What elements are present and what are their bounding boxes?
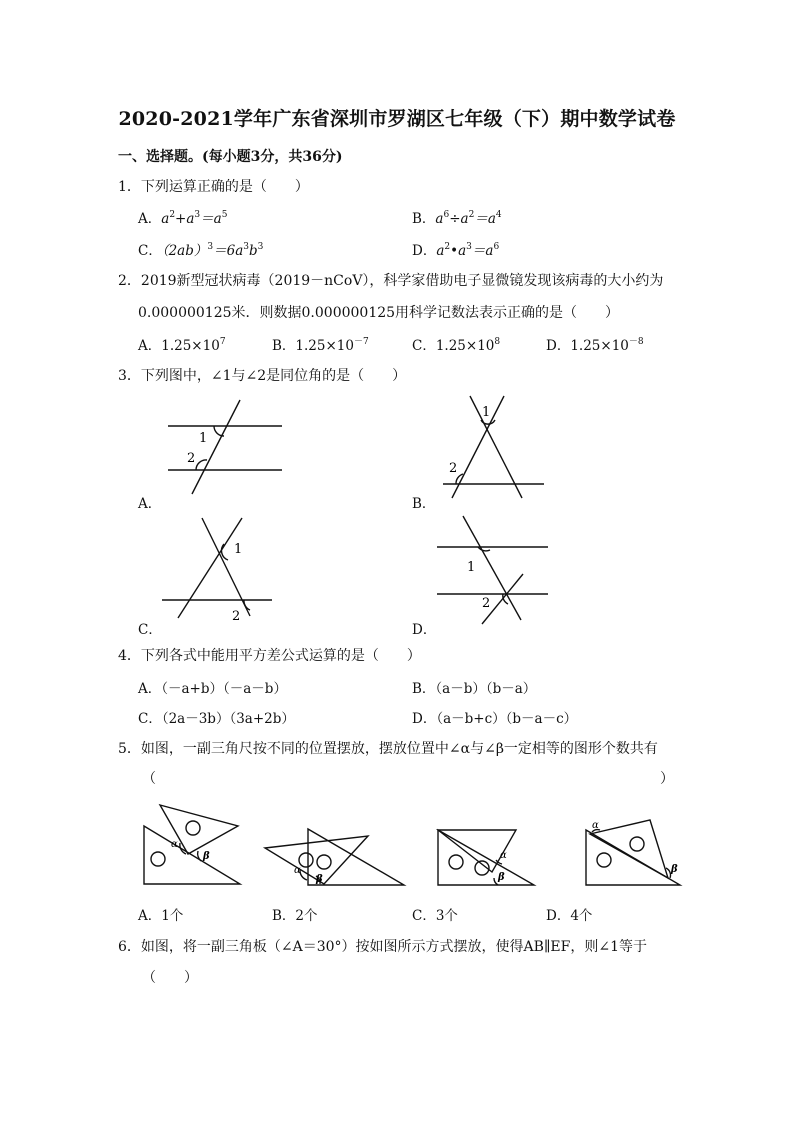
q5-stem: 5．如图，一副三角尺按不同的位置摆放，摆放位置中∠α与∠β一定相等的图形个数共有: [118, 741, 658, 757]
q3-option-c[interactable]: C．: [138, 622, 162, 638]
q3b-angle2: 2: [449, 461, 458, 476]
q3b-angle1: 1: [482, 405, 491, 420]
q5-option-b[interactable]: B．2个: [272, 908, 318, 924]
q3-figure-b: [443, 396, 544, 498]
q2-stem-line2: 0.000000125米．则数据0.000000125用科学记数法表示正确的是（ ）: [138, 305, 620, 321]
q5-figure-1: [144, 805, 240, 884]
q5-2-beta: β: [316, 874, 323, 885]
q2-option-a[interactable]: A．$1.25\times 10^7$: [138, 337, 226, 354]
q6-stem-line2: （ ）: [142, 970, 198, 986]
q1-option-c[interactable]: C．$(2ab)^3=6a^3b^3$: [138, 242, 264, 259]
q5-figure-2: [265, 829, 404, 885]
q2-option-c[interactable]: C．$1.25\times 10^8$: [412, 337, 501, 354]
q3-figure-a: [168, 400, 282, 494]
q5-option-c[interactable]: C．3个: [412, 908, 458, 924]
q5-4-beta: β: [671, 864, 678, 875]
q5-2-alpha: α: [294, 865, 301, 876]
q3a-angle2: 2: [187, 451, 196, 466]
q2-stem-line1: 2．2019新型冠状病毒（2019－nCoV），科学家借助电子显微镜发现该病毒的大小约为: [118, 273, 664, 289]
q5-3-alpha: α: [500, 850, 507, 861]
q5-figure-3: [438, 830, 534, 885]
q5-1-alpha: α: [171, 839, 178, 850]
q5-option-a[interactable]: A．1个: [138, 908, 184, 924]
q3d-angle1: 1: [467, 560, 476, 575]
q5-close-paren: ）: [660, 771, 674, 787]
q4-stem: 4．下列各式中能用平方差公式运算的是（ ）: [118, 648, 421, 664]
q4-option-b[interactable]: B．（a－b）（b－a）: [412, 681, 537, 697]
q2-option-d[interactable]: D．$1.25\times 10^{-8}$: [546, 337, 644, 354]
q1-option-d[interactable]: D．$a^2•a^3=a^6$: [412, 242, 500, 259]
q3-stem: 3．下列图中，∠1与∠2是同位角的是（ ）: [118, 368, 407, 384]
q5-3-beta: β: [498, 872, 505, 883]
q4-option-d[interactable]: D．（a－b+c）（b－a－c）: [412, 711, 578, 727]
q5-figure-4: [586, 820, 680, 885]
section-heading: 一、选择题。(每小题3分，共36分): [118, 149, 343, 165]
q4-option-c[interactable]: C．（2a－3b）（3a+2b）: [138, 711, 295, 727]
q3d-angle2: 2: [482, 596, 491, 611]
q3-figure-d: [437, 516, 548, 624]
q5-4-alpha: α: [592, 820, 599, 831]
q3a-angle1: 1: [199, 431, 208, 446]
q2-option-b[interactable]: B．$1.25\times 10^{-7}$: [272, 337, 369, 354]
q3c-angle1: 1: [234, 542, 243, 557]
q4-option-a[interactable]: A．（－a+b）（－a－b）: [138, 681, 287, 697]
q1-option-b[interactable]: B．$a^6\div a^2=a^4$: [412, 210, 502, 227]
q3-option-b[interactable]: B．: [412, 496, 436, 512]
page-title: 2020-2021学年广东省深圳市罗湖区七年级（下）期中数学试卷: [118, 108, 676, 130]
q5-open-paren: （: [142, 771, 156, 787]
q6-stem-line1: 6．如图，将一副三角板（∠A＝30°）按如图所示方式摆放，使得AB∥EF，则∠1等于: [118, 939, 647, 955]
q3-figure-c: [162, 518, 272, 618]
q3-option-d[interactable]: D．: [412, 622, 437, 638]
q3-option-a[interactable]: A．: [138, 496, 162, 512]
q3c-angle2: 2: [232, 609, 241, 624]
q5-1-beta: β: [203, 851, 210, 862]
q5-option-d[interactable]: D．4个: [546, 908, 593, 924]
q1-option-a[interactable]: A．$a^2+a^3=a^5$: [138, 210, 228, 227]
q1-stem: 1．下列运算正确的是（ ）: [118, 179, 309, 195]
